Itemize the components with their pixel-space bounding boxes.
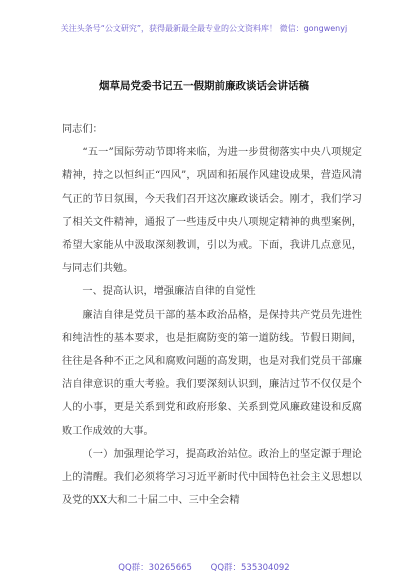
- salutation: 同志们：: [62, 124, 103, 135]
- top-banner: 关注头条号“公文研究”，获得最新最全最专业的公文资料库！ 微信：gongwenyj: [60, 24, 348, 33]
- footer: [0, 561, 408, 573]
- footer-qq-group-1: QQ群：30265665: [118, 563, 192, 573]
- footer-qq-group-2: QQ群：535304092: [210, 563, 290, 573]
- section-heading: 一、提高认识，增强廉洁自律的自觉性: [82, 286, 256, 298]
- paragraph-theory-study: （一）加强理论学习，提高政治站位。政治上的坚定源于理论上的清醒。我们必须将学习习近平新时代中国特色社会主义思想以及党的XX大和二十届二中、三中全会精: [62, 448, 362, 507]
- document-title: 烟草局党委书记五一假期前廉政谈话会讲话稿: [99, 80, 309, 92]
- document-body: [62, 118, 362, 512]
- paragraph-intro: “五一”国际劳动节即将来临，为进一步贯彻落实中央八项规定精神，持之以恒纠正“四风”，巩固和拓展作风建设成果，营造风清气正的节日氛围，今天我们召开这次廉政谈话会。刚才，我们学习了相关文件精神，通报了一些违反中央八项规定精神的典型案例，希望大家能从中汲取深刻教训，引以为戒。下面，我讲几点意见，与同志们共勉。: [62, 147, 362, 275]
- paragraph-self-discipline: 廉洁自律是党员干部的基本政治品格，是保持共产党员先进性和纯洁性的基本要求，也是拒腐防变的第一道防线。节假日期间，往往是各种不正之风和腐败问题的高发期，也是对我们党员干部廉洁自律意识的重大考验。我们要深刻认识到，廉洁过节不仅仅是个人的小事，更是关系到党和政府形象、关系到党风廉政建设和反腐败工作成效的大事。: [62, 309, 362, 437]
